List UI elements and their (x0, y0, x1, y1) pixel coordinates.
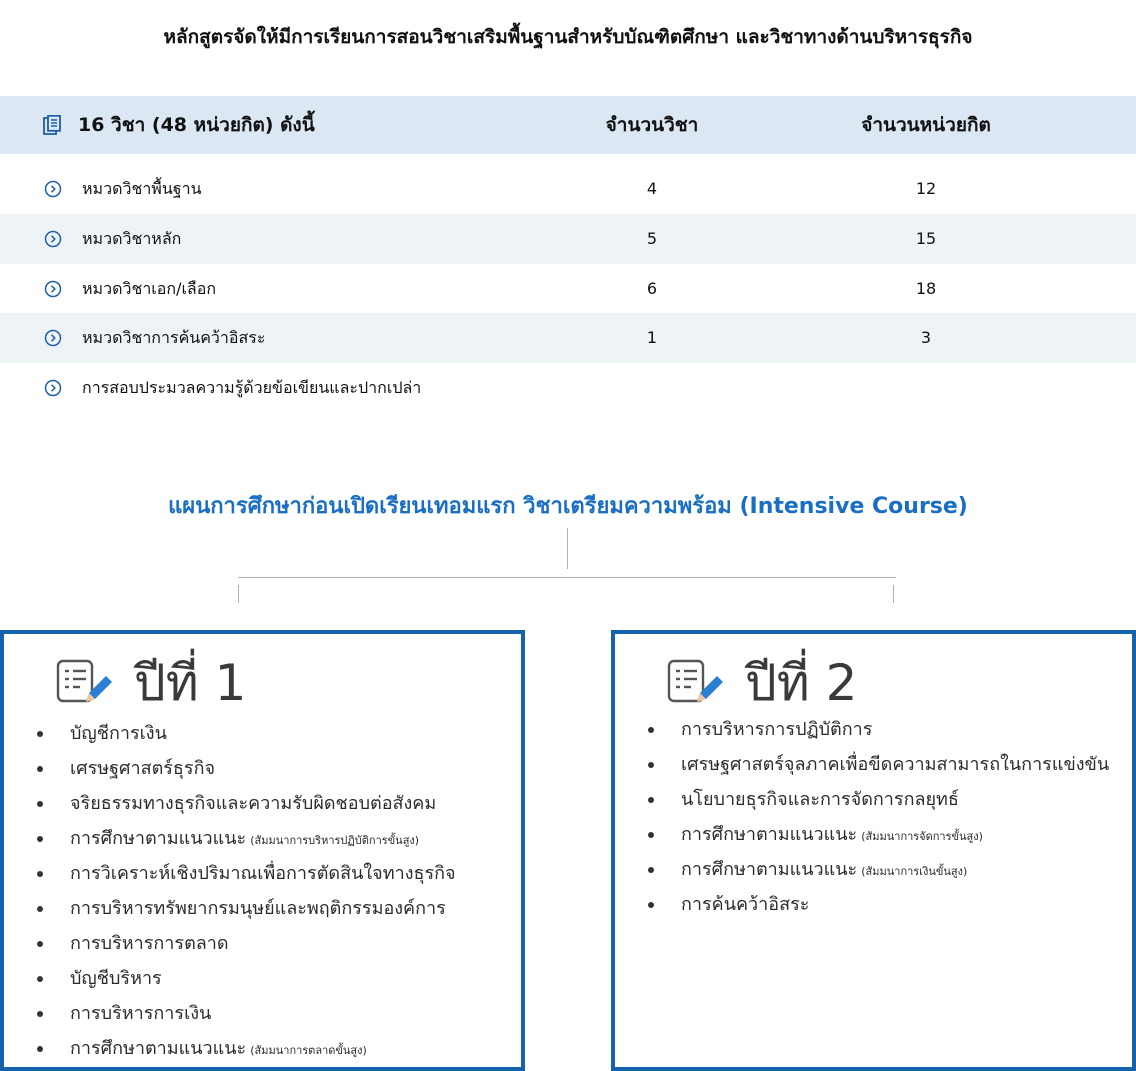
table-row (0, 313, 1136, 363)
row-credit-count: 15 (915, 229, 937, 248)
table-header (0, 96, 1136, 154)
bullet-icon (37, 1046, 43, 1052)
course-name: การบริหารทรัพยากรมนุษย์และพฤติกรรมองค์การ (70, 898, 446, 919)
connector-line (238, 585, 239, 603)
course-item (34, 821, 456, 856)
course-item (34, 926, 456, 961)
document-icon (43, 115, 61, 135)
page-title: หลักสูตรจัดให้มีการเรียนการสอนวิชาเสริมพื้นฐานสำหรับบัณฑิตศึกษา และวิชาทางด้านบริหารธุรกิจ (163, 26, 973, 48)
course-note: (สัมมนาการตลาดขั้นสูง) (250, 1044, 367, 1057)
year-2-box (611, 630, 1136, 1071)
row-course-count: 4 (646, 179, 658, 198)
table-row (0, 164, 1136, 214)
plan-title: แผนการศึกษาก่อนเปิดเรียนเทอมแรก วิชาเตรียมความพร้อม (Intensive Course) (168, 494, 968, 519)
bullet-icon (37, 976, 43, 982)
bullet-icon (648, 832, 654, 838)
bullet-icon (648, 902, 654, 908)
chevron-circle-right-icon (44, 379, 62, 397)
course-name: การศึกษาตามแนวแนะ (681, 824, 858, 845)
bullet-icon (37, 941, 43, 947)
course-note: (สัมมนาการบริหารปฏิบัติการขั้นสูง) (250, 834, 420, 847)
course-name: บัญชีการเงิน (70, 723, 167, 744)
bullet-icon (648, 797, 654, 803)
year-2-title: ปีที่ 2 (745, 654, 858, 712)
year-2-course-list (645, 712, 1109, 922)
bullet-icon (37, 766, 43, 772)
course-name: การบริหารการปฏิบัติการ (681, 719, 873, 740)
table-row (0, 264, 1136, 314)
bullet-icon (37, 871, 43, 877)
course-item (645, 747, 1109, 782)
row-credit-count: 12 (915, 179, 937, 198)
course-item (645, 817, 1109, 852)
course-item (645, 852, 1109, 887)
course-name: นโยบายธุรกิจและการจัดการกลยุทธ์ (681, 789, 959, 810)
chevron-circle-right-icon (44, 329, 62, 347)
course-name: การบริหารการเงิน (70, 1003, 212, 1024)
course-name: การศึกษาตามแนวแนะ (681, 859, 858, 880)
connector-line (567, 528, 568, 569)
column-header-courses: จำนวนวิชา (605, 114, 699, 136)
chevron-circle-right-icon (44, 280, 62, 298)
column-header-credits: จำนวนหน่วยกิต (861, 114, 991, 136)
course-name: จริยธรรมทางธุรกิจและความรับผิดชอบต่อสังคม (70, 793, 437, 814)
table-header-label: 16 วิชา (48 หน่วยกิต) ดังนี้ (78, 114, 315, 136)
course-name: การศึกษาตามแนวแนะ (70, 828, 247, 849)
course-name: การศึกษาตามแนวแนะ (70, 1038, 247, 1059)
course-note: (สัมมนาการเงินขั้นสูง) (861, 865, 968, 878)
bullet-icon (37, 731, 43, 737)
table-row (0, 363, 1136, 413)
bullet-icon (37, 1011, 43, 1017)
bullet-icon (648, 727, 654, 733)
course-item (34, 1031, 456, 1066)
year-1-course-list (34, 716, 456, 1066)
row-label: หมวดวิชาการค้นคว้าอิสระ (82, 328, 266, 347)
course-item (645, 782, 1109, 817)
year-1-box (0, 630, 525, 1071)
course-name: บัญชีบริหาร (70, 968, 162, 989)
row-label: หมวดวิชาหลัก (82, 229, 182, 248)
notes-pencil-icon (667, 658, 727, 708)
course-item (34, 891, 456, 926)
row-label: หมวดวิชาพื้นฐาน (82, 179, 202, 198)
bullet-icon (648, 762, 654, 768)
chevron-circle-right-icon (44, 230, 62, 248)
course-item (34, 716, 456, 751)
course-item (34, 856, 456, 891)
row-course-count: 5 (646, 229, 658, 248)
row-course-count: 6 (646, 279, 658, 298)
bullet-icon (37, 906, 43, 912)
row-course-count: 1 (646, 328, 658, 347)
bullet-icon (648, 867, 654, 873)
course-name: การบริหารการตลาด (70, 933, 229, 954)
row-label: การสอบประมวลความรู้ด้วยข้อเขียนและปากเปล่า (82, 378, 422, 397)
notes-pencil-icon (56, 658, 116, 708)
row-label: หมวดวิชาเอก/เลือก (82, 279, 217, 298)
chevron-circle-right-icon (44, 180, 62, 198)
course-item (34, 961, 456, 996)
course-name: การค้นคว้าอิสระ (681, 894, 810, 915)
course-name: เศรษฐศาสตร์ธุรกิจ (70, 758, 216, 779)
year-1-title: ปีที่ 1 (134, 654, 247, 712)
bullet-icon (37, 801, 43, 807)
course-name: การวิเคราะห์เชิงปริมาณเพื่อการตัดสินใจทางธุรกิจ (70, 863, 456, 884)
connector-line (893, 585, 894, 603)
row-credit-count: 3 (920, 328, 932, 347)
bullet-icon (37, 836, 43, 842)
course-note: (สัมมนาการจัดการขั้นสูง) (861, 830, 983, 843)
course-item (34, 996, 456, 1031)
table-row (0, 214, 1136, 264)
connector-line (238, 577, 896, 578)
course-item (645, 712, 1109, 747)
course-item (34, 786, 456, 821)
course-name: เศรษฐศาสตร์จุลภาคเพื่อขีดความสามารถในการแข่งขัน (681, 754, 1110, 775)
course-item (34, 751, 456, 786)
row-credit-count: 18 (915, 279, 937, 298)
course-item (645, 887, 1109, 922)
